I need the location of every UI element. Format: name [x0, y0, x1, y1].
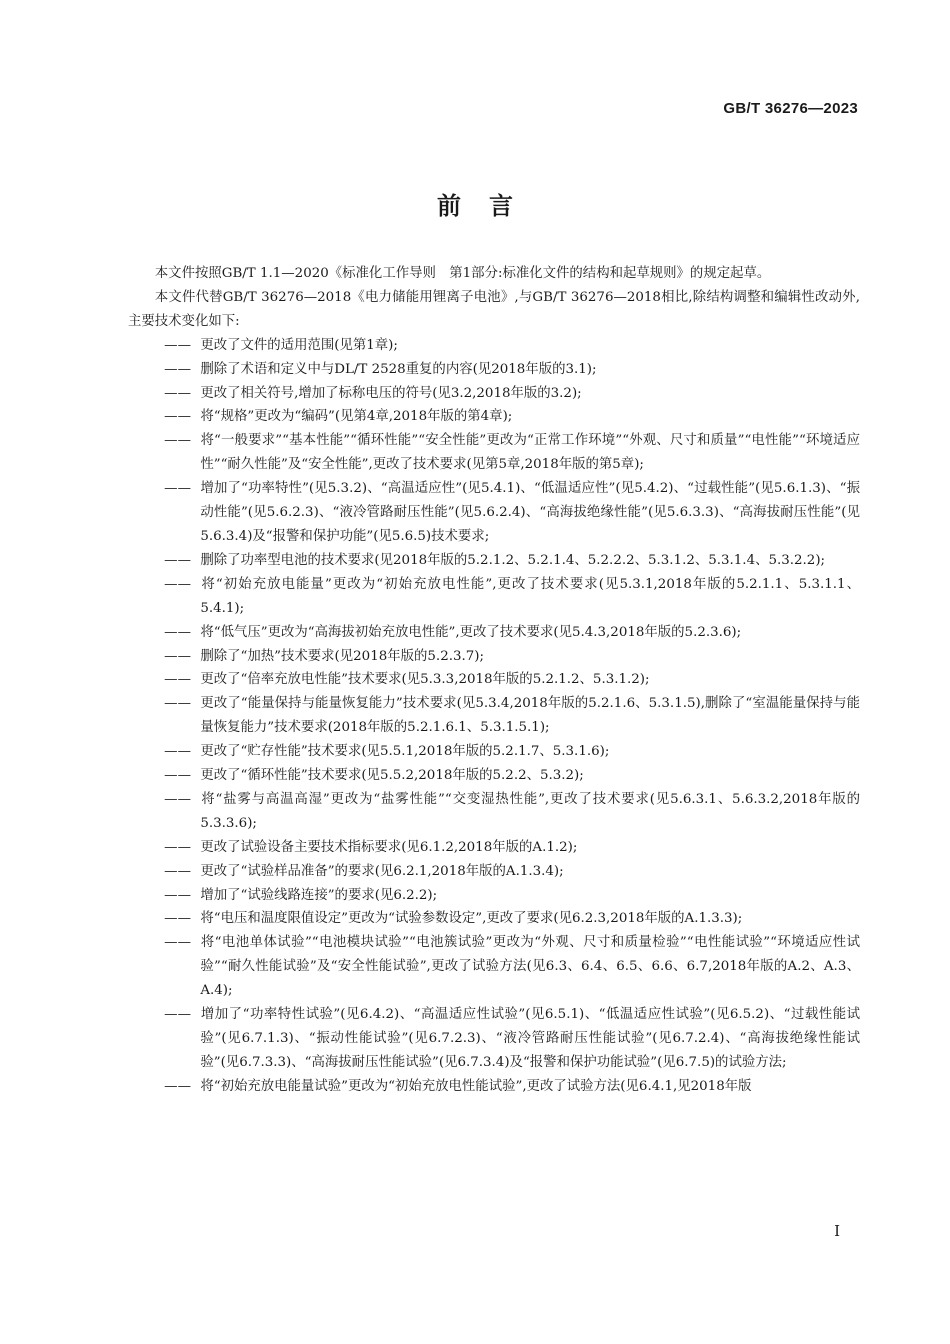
- dash-marker: ——: [164, 624, 191, 640]
- dash-marker: ——: [164, 1078, 191, 1094]
- list-item-text: 更改了试验设备主要技术指标要求(见6.1.2,2018年版的A.1.2);: [200, 839, 578, 855]
- list-item-text: 将“初始充放电能量”更改为“初始充放电性能”,更改了技术要求(见5.3.1,2018年版的5.2.1.1、5.3.1.1、5.4.1);: [200, 576, 860, 616]
- list-item: [164, 549, 860, 573]
- list-item: [164, 382, 860, 406]
- list-item-text: 更改了“倍率充放电性能”技术要求(见5.3.3,2018年版的5.2.1.2、5.3.1.2);: [200, 672, 650, 688]
- dash-marker: ——: [164, 552, 191, 568]
- list-item-text: 删除了术语和定义中与DL/T 2528重复的内容(见2018年版的3.1);: [200, 361, 597, 377]
- list-item: [164, 860, 860, 884]
- list-item: [164, 621, 860, 645]
- standard-code: GB/T 36276—2023: [723, 100, 858, 117]
- dash-marker: ——: [164, 361, 191, 377]
- dash-marker: ——: [164, 839, 191, 855]
- dash-marker: ——: [164, 791, 191, 807]
- dash-marker: ——: [164, 385, 191, 401]
- list-item-text: 更改了文件的适用范围(见第1章);: [200, 337, 398, 353]
- list-item: [164, 907, 860, 931]
- list-item: [164, 931, 860, 1003]
- list-item-text: 更改了“试验样品准备”的要求(见6.2.1,2018年版的A.1.3.4);: [200, 863, 564, 879]
- list-item: [164, 836, 860, 860]
- list-item-text: 更改了“贮存性能”技术要求(见5.5.1,2018年版的5.2.1.7、5.3.1.6);: [200, 744, 610, 760]
- list-item-text: 增加了“试验线路连接”的要求(见6.2.2);: [200, 887, 438, 903]
- list-item-text: 将“电池单体试验”“电池模块试验”“电池簇试验”更改为“外观、尺寸和质量检验”“电性能试验”“环境适应性试验”“耐久性能试验”及“安全性能试验”,更改了试验方法(见6.3、6.4、6.5、6.6、6.7,2018年版的A.2、A.3、A.4);: [200, 935, 860, 999]
- list-item: [164, 405, 860, 429]
- dash-marker: ——: [164, 935, 191, 951]
- list-item-text: 将“初始充放电能量试验”更改为“初始充放电性能试验”,更改了试验方法(见6.4.1,见2018年版: [200, 1078, 752, 1094]
- list-item-text: 将“一般要求”“基本性能”“循环性能”“安全性能”更改为“正常工作环境”“外观、尺寸和质量”“电性能”“环境适应性”“耐久性能”及“安全性能”,更改了技术要求(见第5章,2018年版的第5章);: [200, 433, 860, 473]
- dash-marker: ——: [164, 887, 191, 903]
- dash-marker: ——: [164, 911, 191, 927]
- list-item: [164, 668, 860, 692]
- dash-marker: ——: [164, 768, 191, 784]
- dash-marker: ——: [164, 481, 191, 497]
- dash-marker: ——: [164, 433, 191, 449]
- list-item: [164, 740, 860, 764]
- preface-body: [128, 262, 860, 1099]
- list-item-text: 增加了“功率特性试验”(见6.4.2)、“高温适应性试验”(见6.5.1)、“低温适应性试验”(见6.5.2)、“过载性能试验”(见6.7.1.3)、“振动性能试验”(见6.7.2.3)、“液冷管路耐压性能试验”(见6.7.2.4)、“高海拔绝缘性能试验”(见6.7.3.3)、“高海拔耐压性能试验”(见6.7.3.4)及“报警和保护功能试验”(见6.7.5)的试验方法;: [200, 1007, 860, 1070]
- list-item: [164, 884, 860, 908]
- list-item-text: 将“盐雾与高温高湿”更改为“盐雾性能”“交变湿热性能”,更改了技术要求(见5.6.3.1、5.6.3.2,2018年版的5.3.3.6);: [200, 791, 860, 831]
- list-item: [164, 764, 860, 788]
- dash-marker: ——: [164, 409, 191, 425]
- list-item-text: 更改了“能量保持与能量恢复能力”技术要求(见5.3.4,2018年版的5.2.1.6、5.3.1.5),删除了“室温能量保持与能量恢复能力”技术要求(2018年版的5.2.1.6.1、5.3.1.5.1);: [200, 696, 860, 736]
- dash-marker: ——: [164, 696, 191, 712]
- intro-paragraph: 本文件代替GB/T 36276—2018《电力储能用锂离子电池》,与GB/T 36276—2018相比,除结构调整和编辑性改动外,主要技术变化如下:: [128, 289, 860, 329]
- dash-marker: ——: [164, 744, 191, 760]
- list-item: [164, 788, 860, 836]
- list-item: [164, 358, 860, 382]
- list-item-text: 将“规格”更改为“编码”(见第4章,2018年版的第4章);: [200, 409, 513, 425]
- list-item-text: 增加了“功率特性”(见5.3.2)、“高温适应性”(见5.4.1)、“低温适应性”(见5.4.2)、“过载性能”(见5.6.1.3)、“振动性能”(见5.6.2.3)、“液冷管路耐压性能”(见5.6.2.4)、“高海拔绝缘性能”(见5.6.3.3)、“高海拔耐压性能”(见5.6.3.4)及“报警和保护功能”(见5.6.5)技术要求;: [200, 481, 860, 544]
- list-item-text: 更改了相关符号,增加了标称电压的符号(见3.2,2018年版的3.2);: [200, 385, 582, 401]
- list-item: [164, 1003, 860, 1075]
- dash-marker: ——: [164, 1007, 191, 1023]
- dash-marker: ——: [164, 648, 191, 664]
- dash-marker: ——: [164, 337, 191, 353]
- list-item: [164, 573, 860, 621]
- list-item: [164, 692, 860, 740]
- dash-marker: ——: [164, 863, 191, 879]
- list-item: [164, 334, 860, 358]
- list-item: [164, 1075, 860, 1099]
- list-item-text: 删除了功率型电池的技术要求(见2018年版的5.2.1.2、5.2.1.4、5.2.2.2、5.3.1.2、5.3.1.4、5.3.2.2);: [200, 552, 826, 568]
- page-number: I: [834, 1222, 840, 1240]
- page-title: 前言: [437, 191, 541, 220]
- list-item: [164, 645, 860, 669]
- dash-marker: ——: [164, 576, 191, 592]
- intro-paragraph: 本文件按照GB/T 1.1—2020《标准化工作导则 第1部分:标准化文件的结构和起草规则》的规定起草。: [154, 266, 771, 281]
- list-item-text: 将“电压和温度限值设定”更改为“试验参数设定”,更改了要求(见6.2.3,2018年版的A.1.3.3);: [200, 911, 743, 927]
- dash-marker: ——: [164, 672, 191, 688]
- list-item: [164, 429, 860, 477]
- list-item-text: 删除了“加热”技术要求(见2018年版的5.2.3.7);: [200, 648, 484, 664]
- list-item-text: 更改了“循环性能”技术要求(见5.5.2,2018年版的5.2.2、5.3.2);: [200, 768, 584, 784]
- list-item-text: 将“低气压”更改为“高海拔初始充放电性能”,更改了技术要求(见5.4.3,2018年版的5.2.3.6);: [200, 624, 742, 640]
- list-item: [164, 477, 860, 549]
